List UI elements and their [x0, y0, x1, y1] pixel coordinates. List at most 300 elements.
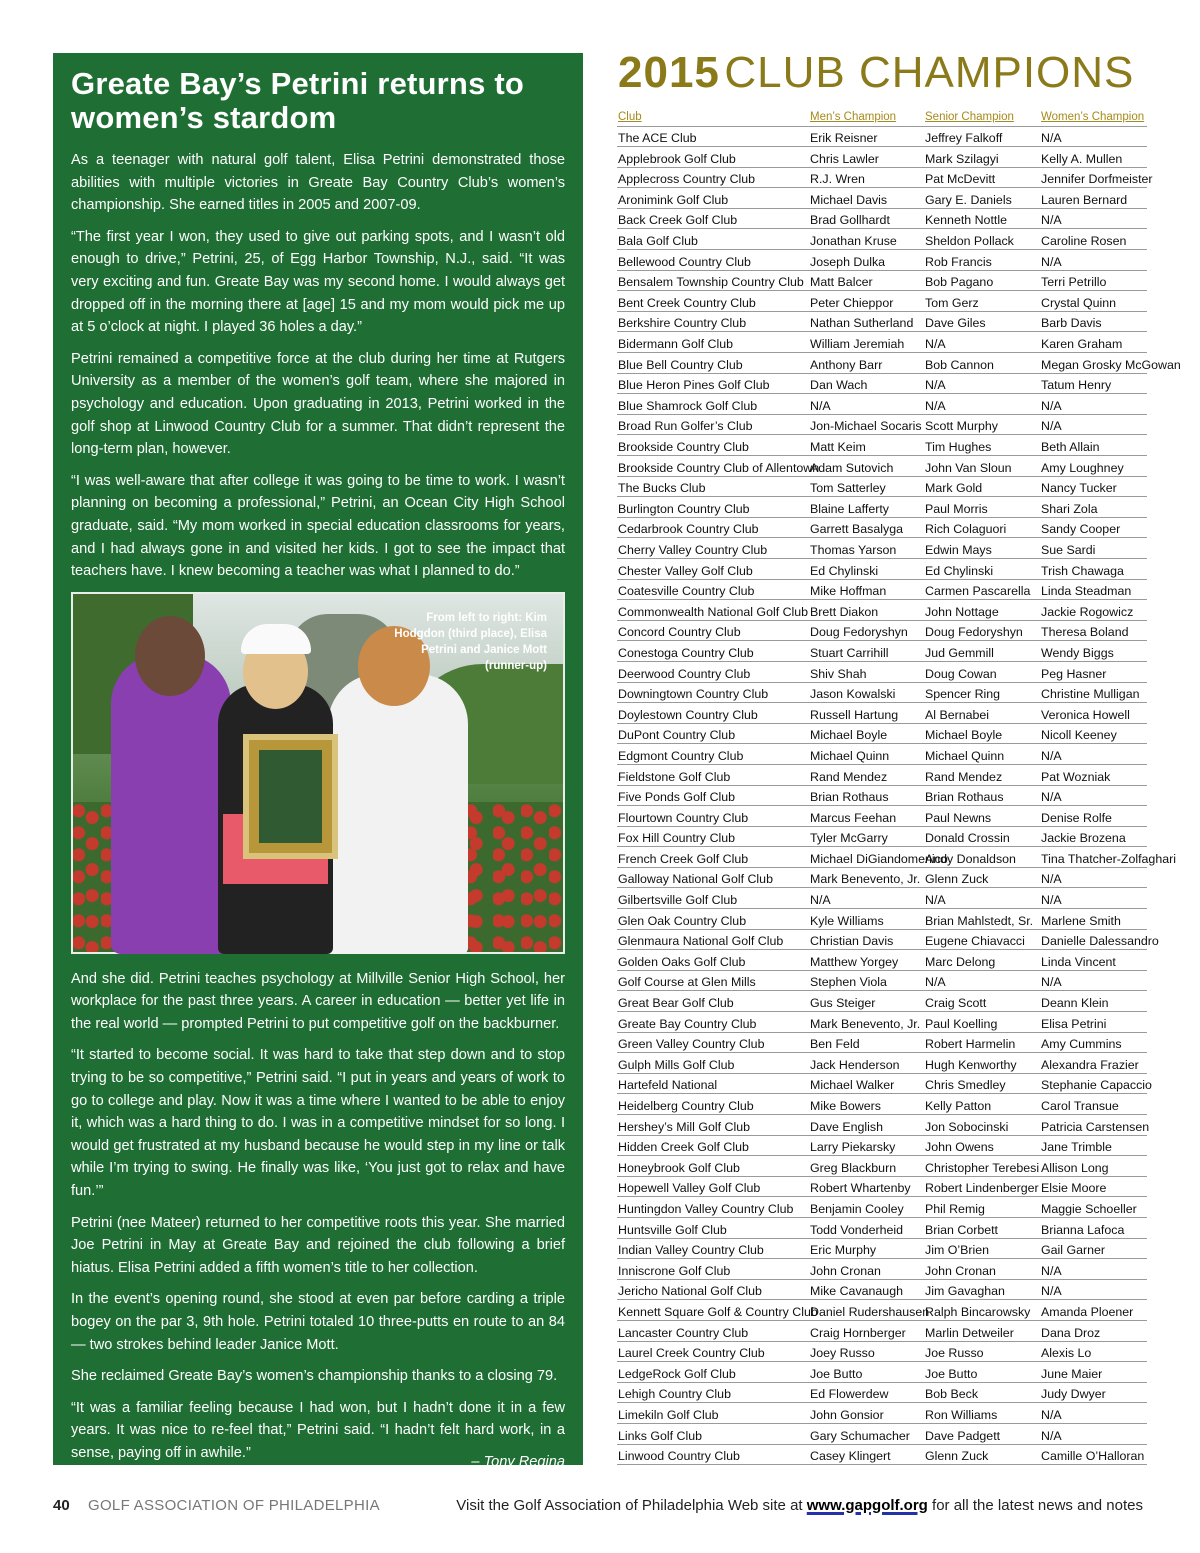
club-cell: Huntsville Golf Club [617, 1217, 809, 1238]
senior-champion-cell: Glenn Zuck [924, 1444, 1040, 1465]
womens-champion-cell: Terri Petrillo [1040, 270, 1147, 291]
champions-header-row [617, 109, 1147, 126]
senior-champion-cell: Paul Morris [924, 497, 1040, 518]
womens-champion-cell: N/A [1040, 1279, 1147, 1300]
senior-champion-cell: Bob Beck [924, 1382, 1040, 1403]
club-cell: Broad Run Golfer’s Club [617, 414, 809, 435]
womens-champion-cell: Deann Klein [1040, 991, 1147, 1012]
senior-champion-cell: Dave Padgett [924, 1423, 1040, 1444]
womens-champion-cell: Kelly A. Mullen [1040, 147, 1147, 168]
table-row [617, 1320, 1147, 1341]
club-cell: Limekiln Golf Club [617, 1403, 809, 1424]
table-row [617, 147, 1147, 168]
table-row [617, 167, 1147, 188]
club-cell: Links Golf Club [617, 1423, 809, 1444]
senior-champion-cell: Mark Gold [924, 476, 1040, 497]
table-row [617, 620, 1147, 641]
senior-champion-cell: Phil Remig [924, 1197, 1040, 1218]
senior-champion-cell: Donald Crossin [924, 826, 1040, 847]
mens-champion-cell: Joey Russo [809, 1341, 924, 1362]
club-cell: The Bucks Club [617, 476, 809, 497]
womens-champion-cell: Jane Trimble [1040, 1135, 1147, 1156]
club-cell: Glenmaura National Golf Club [617, 929, 809, 950]
club-cell: Blue Heron Pines Golf Club [617, 373, 809, 394]
club-cell: Indian Valley Country Club [617, 1238, 809, 1259]
senior-champion-cell: Tom Gerz [924, 291, 1040, 312]
article-paragraph: “It was a familiar feeling because I had won, but I hadn’t done it in a few years. It was nice to re-feel that,” Petrini said. “I hadn’t felt hard work, in a sense, paying off in awhile.” [71, 1399, 565, 1461]
table-row [617, 1444, 1147, 1465]
womens-champion-cell: Wendy Biggs [1040, 641, 1147, 662]
senior-champion-cell: Michael Boyle [924, 723, 1040, 744]
mens-champion-cell: N/A [809, 394, 924, 415]
table-row [617, 847, 1147, 868]
womens-champion-cell: N/A [1040, 394, 1147, 415]
club-cell: Huntingdon Valley Country Club [617, 1197, 809, 1218]
mens-champion-cell: Dave English [809, 1115, 924, 1136]
table-row [617, 1073, 1147, 1094]
table-row [617, 1341, 1147, 1362]
senior-champion-cell: John Nottage [924, 600, 1040, 621]
mens-champion-cell: Joe Butto [809, 1362, 924, 1383]
womens-champion-cell: Nicoll Keeney [1040, 723, 1147, 744]
womens-champion-cell: N/A [1040, 414, 1147, 435]
womens-champion-cell: N/A [1040, 1423, 1147, 1444]
senior-champion-cell: Craig Scott [924, 991, 1040, 1012]
senior-champion-cell: Jon Sobocinski [924, 1115, 1040, 1136]
club-cell: Fox Hill Country Club [617, 826, 809, 847]
womens-champion-cell: N/A [1040, 970, 1147, 991]
table-row [617, 682, 1147, 703]
gapgolf-link[interactable]: www.gapgolf.org [806, 1497, 928, 1514]
club-cell: Laurel Creek Country Club [617, 1341, 809, 1362]
mens-champion-cell: Thomas Yarson [809, 538, 924, 559]
womens-champion-cell: Danielle Dalessandro [1040, 929, 1147, 950]
table-row [617, 970, 1147, 991]
womens-champion-cell: Theresa Boland [1040, 620, 1147, 641]
table-row [617, 1012, 1147, 1033]
senior-champion-cell: Kelly Patton [924, 1094, 1040, 1115]
club-cell: French Creek Golf Club [617, 847, 809, 868]
senior-champion-cell: Robert Harmelin [924, 1032, 1040, 1053]
womens-champion-cell: Beth Allain [1040, 435, 1147, 456]
article-body-bottom [71, 968, 565, 1465]
mens-champion-cell: Michael DiGiandomenico [809, 847, 924, 868]
club-cell: The ACE Club [617, 126, 809, 147]
senior-champion-cell: Mark Szilagyi [924, 147, 1040, 168]
mens-champion-cell: Russell Hartung [809, 703, 924, 724]
womens-champion-cell: Tatum Henry [1040, 373, 1147, 394]
table-row [617, 1115, 1147, 1136]
header-senior-champion: Senior Champion [924, 109, 1040, 126]
mens-champion-cell: Joseph Dulka [809, 250, 924, 271]
mens-champion-cell: Mike Hoffman [809, 579, 924, 600]
club-cell: Kennett Square Golf & Country Club [617, 1300, 809, 1321]
senior-champion-cell: Doug Cowan [924, 661, 1040, 682]
champions-title [618, 48, 1158, 100]
womens-champion-cell: Maggie Schoeller [1040, 1197, 1147, 1218]
club-cell: Hartefeld National [617, 1073, 809, 1094]
table-row [617, 497, 1147, 518]
table-row [617, 1403, 1147, 1424]
article-paragraph: “I was well-aware that after college it was going to be time to work. I wasn’t planning on becoming a professional,” Petrini, an Ocean City High School graduate, said. “My mom worked in special education classrooms for years, and I had always gone in and visited her kids. I got to see the impact that teachers have. I knew becoming a teacher was what I planned to do.” [71, 472, 565, 580]
senior-champion-cell: N/A [924, 888, 1040, 909]
womens-champion-cell: Sandy Cooper [1040, 517, 1147, 538]
table-row [617, 1032, 1147, 1053]
mens-champion-cell: Matthew Yorgey [809, 950, 924, 971]
senior-champion-cell: Brian Rothaus [924, 785, 1040, 806]
womens-champion-cell: Gail Garner [1040, 1238, 1147, 1259]
senior-champion-cell: Joe Butto [924, 1362, 1040, 1383]
table-row [617, 703, 1147, 724]
womens-champion-cell: Megan Grosky McGowan [1040, 353, 1147, 374]
senior-champion-cell: Rand Mendez [924, 764, 1040, 785]
club-cell: Flourtown Country Club [617, 806, 809, 827]
mens-champion-cell: Jack Henderson [809, 1053, 924, 1074]
footer-visit-note [456, 1497, 1143, 1514]
table-row [617, 188, 1147, 209]
senior-champion-cell: Hugh Kenworthy [924, 1053, 1040, 1074]
table-row [617, 929, 1147, 950]
footer-visit-text: Visit the Golf Association of Philadelphia Web site at [456, 1497, 803, 1514]
womens-champion-cell: Alexis Lo [1040, 1341, 1147, 1362]
mens-champion-cell: Stephen Viola [809, 970, 924, 991]
mens-champion-cell: Erik Reisner [809, 126, 924, 147]
mens-champion-cell: Benjamin Cooley [809, 1197, 924, 1218]
table-row [617, 517, 1147, 538]
club-cell: Cherry Valley Country Club [617, 538, 809, 559]
table-row [617, 826, 1147, 847]
senior-champion-cell: John Cronan [924, 1259, 1040, 1280]
club-cell: Galloway National Golf Club [617, 867, 809, 888]
womens-champion-cell: Veronica Howell [1040, 703, 1147, 724]
senior-champion-cell: Sheldon Pollack [924, 229, 1040, 250]
senior-champion-cell: Paul Koelling [924, 1012, 1040, 1033]
senior-champion-cell: Marc Delong [924, 950, 1040, 971]
mens-champion-cell: Gary Schumacher [809, 1423, 924, 1444]
mens-champion-cell: N/A [809, 888, 924, 909]
article-paragraph: “The first year I won, they used to give out parking spots, and I wasn’t old enough to drive,” Petrini, 25, of Egg Harbor Township, N.J., said. “It was very exciting and fun. Greate Bay was my second home. I would always get dropped off in the morning there at [age] 15 and my mom would pick me up at 5 o’clock at night. I played 36 holes a day.” [71, 228, 565, 336]
table-row [617, 414, 1147, 435]
mens-champion-cell: Chris Lawler [809, 147, 924, 168]
senior-champion-cell: Rich Colaguori [924, 517, 1040, 538]
womens-champion-cell: N/A [1040, 888, 1147, 909]
womens-champion-cell: Judy Dwyer [1040, 1382, 1147, 1403]
mens-champion-cell: Jonathan Kruse [809, 229, 924, 250]
table-row [617, 600, 1147, 621]
senior-champion-cell: Michael Quinn [924, 744, 1040, 765]
table-row [617, 538, 1147, 559]
table-row [617, 1094, 1147, 1115]
table-row [617, 661, 1147, 682]
mens-champion-cell: Tyler McGarry [809, 826, 924, 847]
senior-champion-cell: Kenneth Nottle [924, 208, 1040, 229]
club-cell: Coatesville Country Club [617, 579, 809, 600]
womens-champion-cell: Nancy Tucker [1040, 476, 1147, 497]
club-cell: Aronimink Golf Club [617, 188, 809, 209]
womens-champion-cell: Shari Zola [1040, 497, 1147, 518]
senior-champion-cell: Ron Williams [924, 1403, 1040, 1424]
club-cell: Doylestown Country Club [617, 703, 809, 724]
table-row [617, 1362, 1147, 1383]
photo-caption: From left to right: Kim Hodgdon (third place), Elisa Petrini and Janice Mott (runner-up) [394, 611, 547, 672]
club-cell: Gulph Mills Golf Club [617, 1053, 809, 1074]
table-row [617, 1176, 1147, 1197]
article-photo [71, 592, 565, 954]
club-cell: Berkshire Country Club [617, 311, 809, 332]
article-paragraph: “It started to become social. It was hard to take that step down and to stop trying to be so competitive,” Petrini said. “I put in years and years of work to go to college and play. Now it was a time where I wanted to be able to enjoy it, which was a hard thing to do. I was in a competitive mindset for so long. I would get frustrated at my husband because he would step in my line or talk while I’m trying to swing. He finally was like, ‘You just got to relax and have fun.’” [71, 1047, 565, 1200]
senior-champion-cell: N/A [924, 970, 1040, 991]
womens-champion-cell: N/A [1040, 208, 1147, 229]
senior-champion-cell: Ed Chylinski [924, 558, 1040, 579]
club-cell: Bellewood Country Club [617, 250, 809, 271]
senior-champion-cell: Tim Hughes [924, 435, 1040, 456]
table-row [617, 1135, 1147, 1156]
senior-champion-cell: Jud Gemmill [924, 641, 1040, 662]
womens-champion-cell: N/A [1040, 1259, 1147, 1280]
mens-champion-cell: Dan Wach [809, 373, 924, 394]
womens-champion-cell: Jennifer Dorfmeister [1040, 167, 1147, 188]
mens-champion-cell: R.J. Wren [809, 167, 924, 188]
mens-champion-cell: Anthony Barr [809, 353, 924, 374]
club-cell: Fieldstone Golf Club [617, 764, 809, 785]
table-row [617, 270, 1147, 291]
club-cell: Golden Oaks Golf Club [617, 950, 809, 971]
article-paragraph: As a teenager with natural golf talent, Elisa Petrini demonstrated those abilities with multiple victories in Greate Bay Country Club’s women’s championship. She earned titles in 2005 and 2007-09. [71, 152, 565, 214]
club-cell: Bent Creek Country Club [617, 291, 809, 312]
senior-champion-cell: Ralph Bincarowsky [924, 1300, 1040, 1321]
table-row [617, 579, 1147, 600]
senior-champion-cell: Scott Murphy [924, 414, 1040, 435]
footer-after-text: for all the latest news and notes [932, 1497, 1143, 1514]
table-row [617, 723, 1147, 744]
table-row [617, 744, 1147, 765]
mens-champion-cell: Doug Fedoryshyn [809, 620, 924, 641]
senior-champion-cell: Paul Newns [924, 806, 1040, 827]
mens-champion-cell: Casey Klingert [809, 1444, 924, 1465]
club-cell: Lehigh Country Club [617, 1382, 809, 1403]
senior-champion-cell: Jeffrey Falkoff [924, 126, 1040, 147]
table-row [617, 353, 1147, 374]
mens-champion-cell: Christian Davis [809, 929, 924, 950]
womens-champion-cell: Crystal Quinn [1040, 291, 1147, 312]
article-paragraph: In the event’s opening round, she stood at even par before carding a triple bogey on the par 3, 9th hole. Petrini totaled 10 three-putts en route to an 84 — two strokes behind leader Janice Mott. [71, 1291, 565, 1353]
mens-champion-cell: Adam Sutovich [809, 456, 924, 477]
table-row [617, 1259, 1147, 1280]
table-row [617, 394, 1147, 415]
table-row [617, 1238, 1147, 1259]
mens-champion-cell: Rand Mendez [809, 764, 924, 785]
club-cell: Greate Bay Country Club [617, 1012, 809, 1033]
womens-champion-cell: Peg Hasner [1040, 661, 1147, 682]
senior-champion-cell: Andy Donaldson [924, 847, 1040, 868]
womens-champion-cell: Amy Cummins [1040, 1032, 1147, 1053]
womens-champion-cell: Pat Wozniak [1040, 764, 1147, 785]
senior-champion-cell: Chris Smedley [924, 1073, 1040, 1094]
womens-champion-cell: N/A [1040, 785, 1147, 806]
club-cell: Jericho National Golf Club [617, 1279, 809, 1300]
senior-champion-cell: Bob Cannon [924, 353, 1040, 374]
table-row [617, 250, 1147, 271]
senior-champion-cell: Dave Giles [924, 311, 1040, 332]
womens-champion-cell: Elsie Moore [1040, 1176, 1147, 1197]
club-cell: Glen Oak Country Club [617, 909, 809, 930]
club-cell: Bensalem Township Country Club [617, 270, 809, 291]
senior-champion-cell: Al Bernabei [924, 703, 1040, 724]
womens-champion-cell: Linda Vincent [1040, 950, 1147, 971]
womens-champion-cell: Elisa Petrini [1040, 1012, 1147, 1033]
mens-champion-cell: Peter Chieppor [809, 291, 924, 312]
club-cell: Conestoga Country Club [617, 641, 809, 662]
club-cell: Back Creek Golf Club [617, 208, 809, 229]
table-row [617, 1197, 1147, 1218]
club-cell: Commonwealth National Golf Club [617, 600, 809, 621]
womens-champion-cell: Dana Droz [1040, 1320, 1147, 1341]
mens-champion-cell: Shiv Shah [809, 661, 924, 682]
mens-champion-cell: John Cronan [809, 1259, 924, 1280]
mens-champion-cell: Mark Benevento, Jr. [809, 1012, 924, 1033]
table-row [617, 126, 1147, 147]
mens-champion-cell: Mark Benevento, Jr. [809, 867, 924, 888]
club-cell: Linwood Country Club [617, 1444, 809, 1465]
table-row [617, 1382, 1147, 1403]
table-row [617, 1279, 1147, 1300]
club-cell: Deerwood Country Club [617, 661, 809, 682]
womens-champion-cell: Trish Chawaga [1040, 558, 1147, 579]
table-row [617, 764, 1147, 785]
mens-champion-cell: Jon-Michael Socaris [809, 414, 924, 435]
club-cell: Great Bear Golf Club [617, 991, 809, 1012]
mens-champion-cell: Michael Davis [809, 188, 924, 209]
mens-champion-cell: Ed Chylinski [809, 558, 924, 579]
senior-champion-cell: Christopher Terebesi [924, 1156, 1040, 1177]
club-cell: Inniscrone Golf Club [617, 1259, 809, 1280]
womens-champion-cell: N/A [1040, 126, 1147, 147]
senior-champion-cell: Doug Fedoryshyn [924, 620, 1040, 641]
club-cell: Blue Bell Country Club [617, 353, 809, 374]
club-cell: Lancaster Country Club [617, 1320, 809, 1341]
womens-champion-cell: Jackie Brozena [1040, 826, 1147, 847]
womens-champion-cell: Denise Rolfe [1040, 806, 1147, 827]
article-paragraph: And she did. Petrini teaches psychology at Millville Senior High School, her workplace for the past three years. A career in education — better yet life in the real world — prompted Petrini to put competitive golf on the backburner. [71, 970, 565, 1032]
article-byline: – Tony Regina [471, 1453, 565, 1470]
table-row [617, 641, 1147, 662]
club-cell: Edgmont Country Club [617, 744, 809, 765]
mens-champion-cell: William Jeremiah [809, 332, 924, 353]
page-number: 40 [53, 1497, 70, 1514]
table-row [617, 991, 1147, 1012]
club-cell: Applebrook Golf Club [617, 147, 809, 168]
mens-champion-cell: Kyle Williams [809, 909, 924, 930]
womens-champion-cell: N/A [1040, 250, 1147, 271]
womens-champion-cell: Stephanie Capaccio [1040, 1073, 1147, 1094]
womens-champion-cell: Christine Mulligan [1040, 682, 1147, 703]
senior-champion-cell: N/A [924, 394, 1040, 415]
club-cell: LedgeRock Golf Club [617, 1362, 809, 1383]
womens-champion-cell: Alexandra Frazier [1040, 1053, 1147, 1074]
article-paragraph: Petrini remained a competitive force at the club during her time at Rutgers University as a member of the women’s golf team, where she majored in psychology and education. Upon graduating in 2013, Petrini worked in the golf shop at Linwood Country Club for a summer. That didn’t represent the long-term plan, however. [71, 350, 565, 458]
senior-champion-cell: Edwin Mays [924, 538, 1040, 559]
mens-champion-cell: Jason Kowalski [809, 682, 924, 703]
article-paragraph: Petrini (nee Mateer) returned to her competitive roots this year. She married Joe Petrini in May at Greate Bay and rejoined the club following a brief hiatus. Elisa Petrini added a fifth women’s title to her collection. [71, 1214, 565, 1276]
mens-champion-cell: Blaine Lafferty [809, 497, 924, 518]
table-row [617, 950, 1147, 971]
club-cell: Green Valley Country Club [617, 1032, 809, 1053]
womens-champion-cell: Linda Steadman [1040, 579, 1147, 600]
table-row [617, 888, 1147, 909]
womens-champion-cell: Amy Loughney [1040, 456, 1147, 477]
header-mens-champion: Men’s Champion [809, 109, 924, 126]
club-cell: Blue Shamrock Golf Club [617, 394, 809, 415]
mens-champion-cell: Ed Flowerdew [809, 1382, 924, 1403]
article-headline: Greate Bay’s Petrini returns to women’s stardom [71, 66, 524, 135]
club-cell: Concord Country Club [617, 620, 809, 641]
senior-champion-cell: Jim O’Brien [924, 1238, 1040, 1259]
table-row [617, 806, 1147, 827]
senior-champion-cell: Pat McDevitt [924, 167, 1040, 188]
mens-champion-cell: Garrett Basalyga [809, 517, 924, 538]
club-cell: Golf Course at Glen Mills [617, 970, 809, 991]
mens-champion-cell: Tom Satterley [809, 476, 924, 497]
club-cell: Cedarbrook Country Club [617, 517, 809, 538]
mens-champion-cell: Todd Vonderheid [809, 1217, 924, 1238]
mens-champion-cell: Marcus Feehan [809, 806, 924, 827]
senior-champion-cell: Bob Pagano [924, 270, 1040, 291]
club-cell: Chester Valley Golf Club [617, 558, 809, 579]
table-row [617, 867, 1147, 888]
club-cell: Brookside Country Club [617, 435, 809, 456]
mens-champion-cell: Michael Walker [809, 1073, 924, 1094]
womens-champion-cell: Marlene Smith [1040, 909, 1147, 930]
womens-champion-cell: Camille O’Halloran [1040, 1444, 1147, 1465]
table-row [617, 558, 1147, 579]
club-cell: Heidelberg Country Club [617, 1094, 809, 1115]
club-cell: Hopewell Valley Golf Club [617, 1176, 809, 1197]
table-row [617, 1423, 1147, 1444]
club-cell: Brookside Country Club of Allentown [617, 456, 809, 477]
womens-champion-cell: Jackie Rogowicz [1040, 600, 1147, 621]
mens-champion-cell: Mike Cavanaugh [809, 1279, 924, 1300]
header-womens-champion: Women’s Champion [1040, 109, 1147, 126]
club-cell: Five Ponds Golf Club [617, 785, 809, 806]
table-row [617, 435, 1147, 456]
club-cell: Bala Golf Club [617, 229, 809, 250]
womens-champion-cell: N/A [1040, 1403, 1147, 1424]
womens-champion-cell: Sue Sardi [1040, 538, 1147, 559]
club-cell: Downingtown Country Club [617, 682, 809, 703]
mens-champion-cell: Michael Boyle [809, 723, 924, 744]
senior-champion-cell: Carmen Pascarella [924, 579, 1040, 600]
mens-champion-cell: Brian Rothaus [809, 785, 924, 806]
mens-champion-cell: Eric Murphy [809, 1238, 924, 1259]
club-cell: Burlington Country Club [617, 497, 809, 518]
mens-champion-cell: John Gonsior [809, 1403, 924, 1424]
senior-champion-cell: John Owens [924, 1135, 1040, 1156]
mens-champion-cell: Matt Keim [809, 435, 924, 456]
page-footer [53, 1497, 1143, 1521]
senior-champion-cell: Rob Francis [924, 250, 1040, 271]
mens-champion-cell: Nathan Sutherland [809, 311, 924, 332]
mens-champion-cell: Stuart Carrihill [809, 641, 924, 662]
womens-champion-cell: N/A [1040, 867, 1147, 888]
club-cell: DuPont Country Club [617, 723, 809, 744]
table-row [617, 1156, 1147, 1177]
table-row [617, 229, 1147, 250]
senior-champion-cell: Robert Lindenberger [924, 1176, 1040, 1197]
womens-champion-cell: Lauren Bernard [1040, 188, 1147, 209]
club-cell: Hidden Creek Golf Club [617, 1135, 809, 1156]
womens-champion-cell: Tina Thatcher-Zolfaghari [1040, 847, 1147, 868]
table-row [617, 456, 1147, 477]
